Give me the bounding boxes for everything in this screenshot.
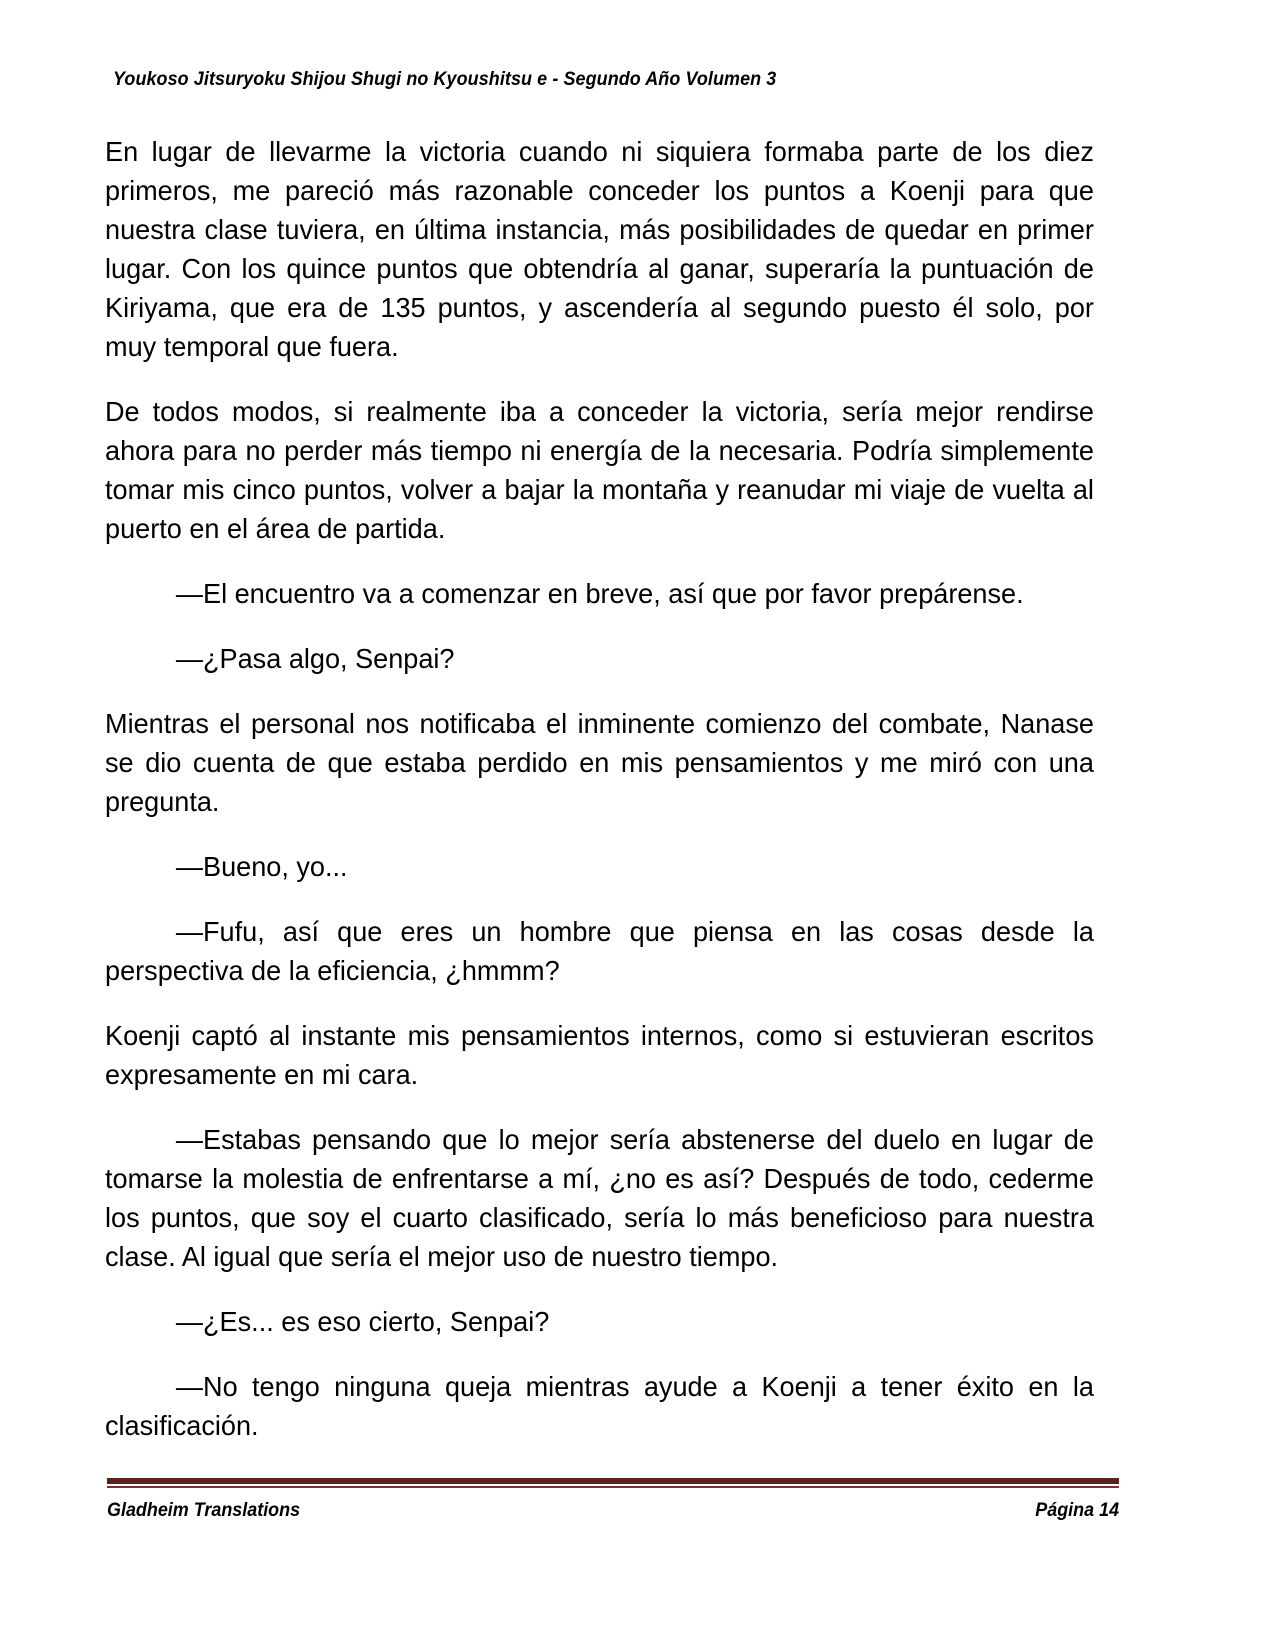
footer-divider xyxy=(107,1478,1119,1488)
document-header xyxy=(113,68,1123,91)
paragraph: Mientras el personal nos notificaba el inminente comienzo del combate, Nanase se dio cuenta de que estaba perdido en mis pensamientos y me miró con una pregunta. xyxy=(105,708,1094,817)
dialogue-line: —Estabas pensando que lo mejor sería abstenerse del duelo en lugar de tomarse la molestia de enfrentarse a mí, ¿no es así? Después de todo, cederme los puntos, que soy el cuarto clasificado, sería lo más beneficioso para nuestra clase. Al igual que sería el mejor uso de nuestro tiempo. xyxy=(105,1124,1094,1272)
footer-page-number: Página 14 xyxy=(1035,1499,1119,1521)
dialogue-line: —¿Pasa algo, Senpai? xyxy=(175,643,455,674)
dialogue-line: —Fufu, así que eres un hombre que piensa en las cosas desde la perspectiva de la eficiencia, ¿hmmm? xyxy=(105,916,1094,986)
paragraph: De todos modos, si realmente iba a conceder la victoria, sería mejor rendirse ahora para no perder más tiempo ni energía de la necesaria. Podría simplemente tomar mis cinco puntos, volver a bajar la montaña y reanudar mi viaje de vuelta al puerto en el área de partida. xyxy=(105,396,1094,544)
footer-row xyxy=(107,1499,1119,1522)
footer-translator-credit: Gladheim Translations xyxy=(107,1499,301,1521)
dialogue-line: —No tengo ninguna queja mientras ayude a Koenji a tener éxito en la clasificación. xyxy=(105,1371,1094,1441)
paragraph: Koenji captó al instante mis pensamientos internos, como si estuvieran escritos expresamente en mi cara. xyxy=(105,1020,1094,1090)
dialogue-line: —Bueno, yo... xyxy=(175,851,348,882)
document-footer xyxy=(107,1478,1119,1522)
paragraph: En lugar de llevarme la victoria cuando ni siquiera formaba parte de los diez primeros, me pareció más razonable conceder los puntos a Koenji para que nuestra clase tuviera, en última instancia, más posibilidades de quedar en primer lugar. Con los quince puntos que obtendría al ganar, superaría la puntuación de Kiriyama, que era de 135 puntos, y ascendería al segundo puesto él solo, por muy temporal que fuera. xyxy=(105,136,1094,362)
footer-rule-thin xyxy=(107,1486,1119,1488)
header-title: Youkoso Jitsuryoku Shijou Shugi no Kyoushitsu e - Segundo Año Volumen 3 xyxy=(113,68,777,90)
dialogue-line: —El encuentro va a comenzar en breve, así que por favor prepárense. xyxy=(175,578,1024,609)
document-body xyxy=(105,132,1109,1455)
dialogue-line: —¿Es... es eso cierto, Senpai? xyxy=(175,1306,550,1337)
